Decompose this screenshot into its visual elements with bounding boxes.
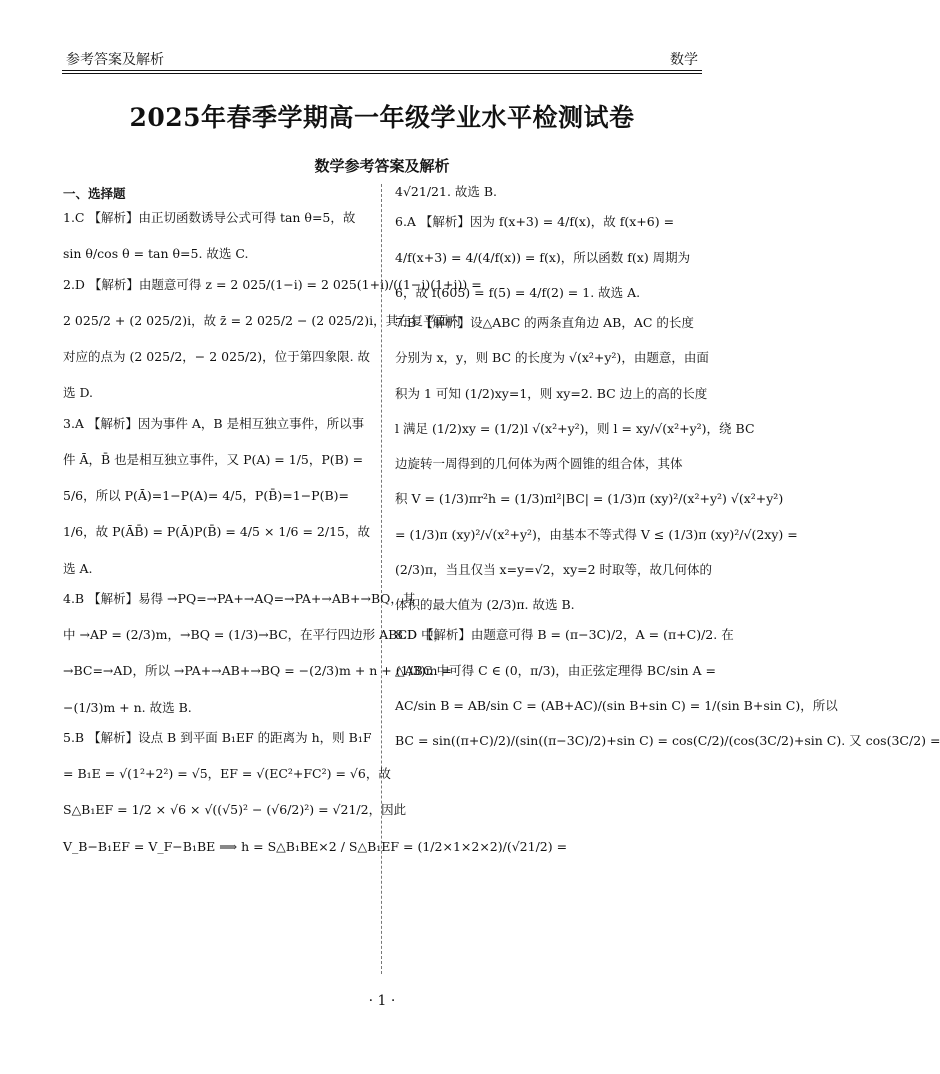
answer-line: 1.C 【解析】由正切函数诱导公式可得 tan θ=5，故 [63,210,356,225]
answer-line: BC = sin((π+C)/2)/(sin((π−3C)/2)+sin C) = cos(C/2)/(cos(3C/2)+sin C). 又 cos(3C/2) = [395,733,940,748]
column-divider [381,184,382,974]
answer-line: = B₁E = √(1²+2²) = √5，EF = √(EC²+FC²) = √6，故 [63,766,391,781]
answer-line: AC/sin B = AB/sin C = (AB+AC)/(sin B+sin C) = 1/(sin B+sin C)，所以 [395,697,838,713]
answer-line: 6，故 f(605) = f(5) = 4/f(2) = 1. 故选 A. [395,284,641,300]
header-left: 参考答案及解析 [66,52,164,68]
answer-line: 5/6，所以 P(Ā)=1−P(A)= 4/5，P(B̄)=1−P(B)= [63,488,350,503]
answer-line: sin θ/cos θ = tan θ=5. 故选 C. [63,246,249,262]
answer-q3 [63,416,368,577]
answer-line: 6.A 【解析】因为 f(x+3) = 4/f(x)，故 f(x+6) = [395,214,675,230]
answer-line: 4/f(x+3) = 4/(4/f(x)) = f(x)，所以函数 f(x) 周期为 [395,249,691,265]
right-column-content [395,184,940,749]
answer-q7 [395,315,798,613]
answer-line: (2/3)π，当且仅当 x=y=√2，xy=2 时取等，故几何体的 [395,561,713,577]
header-rule-thin [62,73,702,74]
answer-line: 选 A. [63,560,93,576]
page-number: · 1 · [368,993,396,1009]
answer-line: 4√21/21. 故选 B. [395,184,498,199]
header-rule [62,70,702,71]
answer-line: l 满足 (1/2)xy = (1/2)l √(x²+y²)，则 l = xy/√(x²+y²)，绕 BC [395,420,755,436]
answer-line: 4.B 【解析】易得 →PQ=→PA+→AQ=→PA+→AB+→BQ，其 [63,590,416,606]
answer-line: = (1/3)π (xy)²/√(x²+y²)，由基本不等式得 V ≤ (1/3)π (xy)²/√(2xy) = [395,526,798,542]
page-subtitle: 数学参考答案及解析 [314,157,450,175]
answer-line: 件 Ā，B̄ 也是相互独立事件，又 P(A) = 1/5，P(B) = [63,451,364,467]
answer-line: △ABC 中可得 C ∈ (0，π/3)，由正弦定理得 BC/sin A = [395,662,716,678]
answer-q2 [63,276,482,402]
right-column [395,184,940,763]
section-heading: 一、选择题 [63,186,126,201]
answer-line: 积 V = (1/3)πr²h = (1/3)πl²|BC| = (1/3)π (xy)²/(x²+y²) √(x²+y²) [395,491,784,507]
header-right: 数学 [670,52,698,68]
answer-line: 3.A 【解析】因为事件 A，B 是相互独立事件，所以事 [63,415,365,431]
answer-line: 中 →AP = (2/3)m，→BQ = (1/3)→BC，在平行四边形 ABCD 中， [63,627,447,642]
answer-q5 [63,729,568,855]
answer-line: 2.D 【解析】由题意可得 z = 2 025/(1−i) = 2 025(1+i)/((1−i)(1+i)) = [63,276,482,292]
answer-q8 [395,627,940,749]
answer-line: 体积的最大值为 (2/3)π. 故选 B. [395,597,575,612]
answer-line: 分别为 x，y，则 BC 的长度为 √(x²+y²)，由题意，由面 [395,350,709,366]
answer-line: 积为 1 可知 (1/2)xy=1，则 xy=2. BC 边上的高的长度 [395,385,708,401]
answer-q4 [63,590,452,716]
answer-line: 7.B 【解析】设△ABC 的两条直角边 AB，AC 的长度 [395,315,694,330]
answer-line: 2 025/2 + (2 025/2)i，故 z̄ = 2 025/2 − (2 025/2)i，其在复平面内 [63,312,461,328]
answer-q1 [63,210,368,263]
answer-line: 对应的点为 (2 025/2，− 2 025/2)，位于第四象限. 故 [63,349,371,364]
answer-line: −(1/3)m + n. 故选 B. [63,699,192,715]
answer-line: 选 D. [63,385,94,401]
answer-line: 1/6，故 P(ĀB̄) = P(Ā)P(B̄) = 4/5 × 1/6 = 2/15，故 [63,524,370,540]
answer-line: →BC=→AD，所以 →PA+→AB+→BQ = −(2/3)m + n + (1/3)m = [63,663,452,679]
answer-q5-cont [395,184,700,200]
answer-line: 8.D 【解析】由题意可得 B = (π−3C)/2，A = (π+C)/2. 在 [395,627,734,643]
answer-q6 [395,214,700,301]
answer-line: 5.B 【解析】设点 B 到平面 B₁EF 的距离为 h，则 B₁F [63,729,372,745]
answer-line: 边旋转一周得到的几何体为两个圆锥的组合体，其体 [395,456,683,471]
page-title: 2025年春季学期高一年级学业水平检测试卷 [129,103,635,132]
answer-line: S△B₁EF = 1/2 × √6 × √((√5)² − (√6/2)²) = √21/2，因此 [63,802,407,818]
answer-line: V_B−B₁EF = V_F−B₁BE ⟹ h = S△B₁BE×2 / S△B₁EF = (1/2×1×2×2)/(√21/2) = [63,838,568,854]
